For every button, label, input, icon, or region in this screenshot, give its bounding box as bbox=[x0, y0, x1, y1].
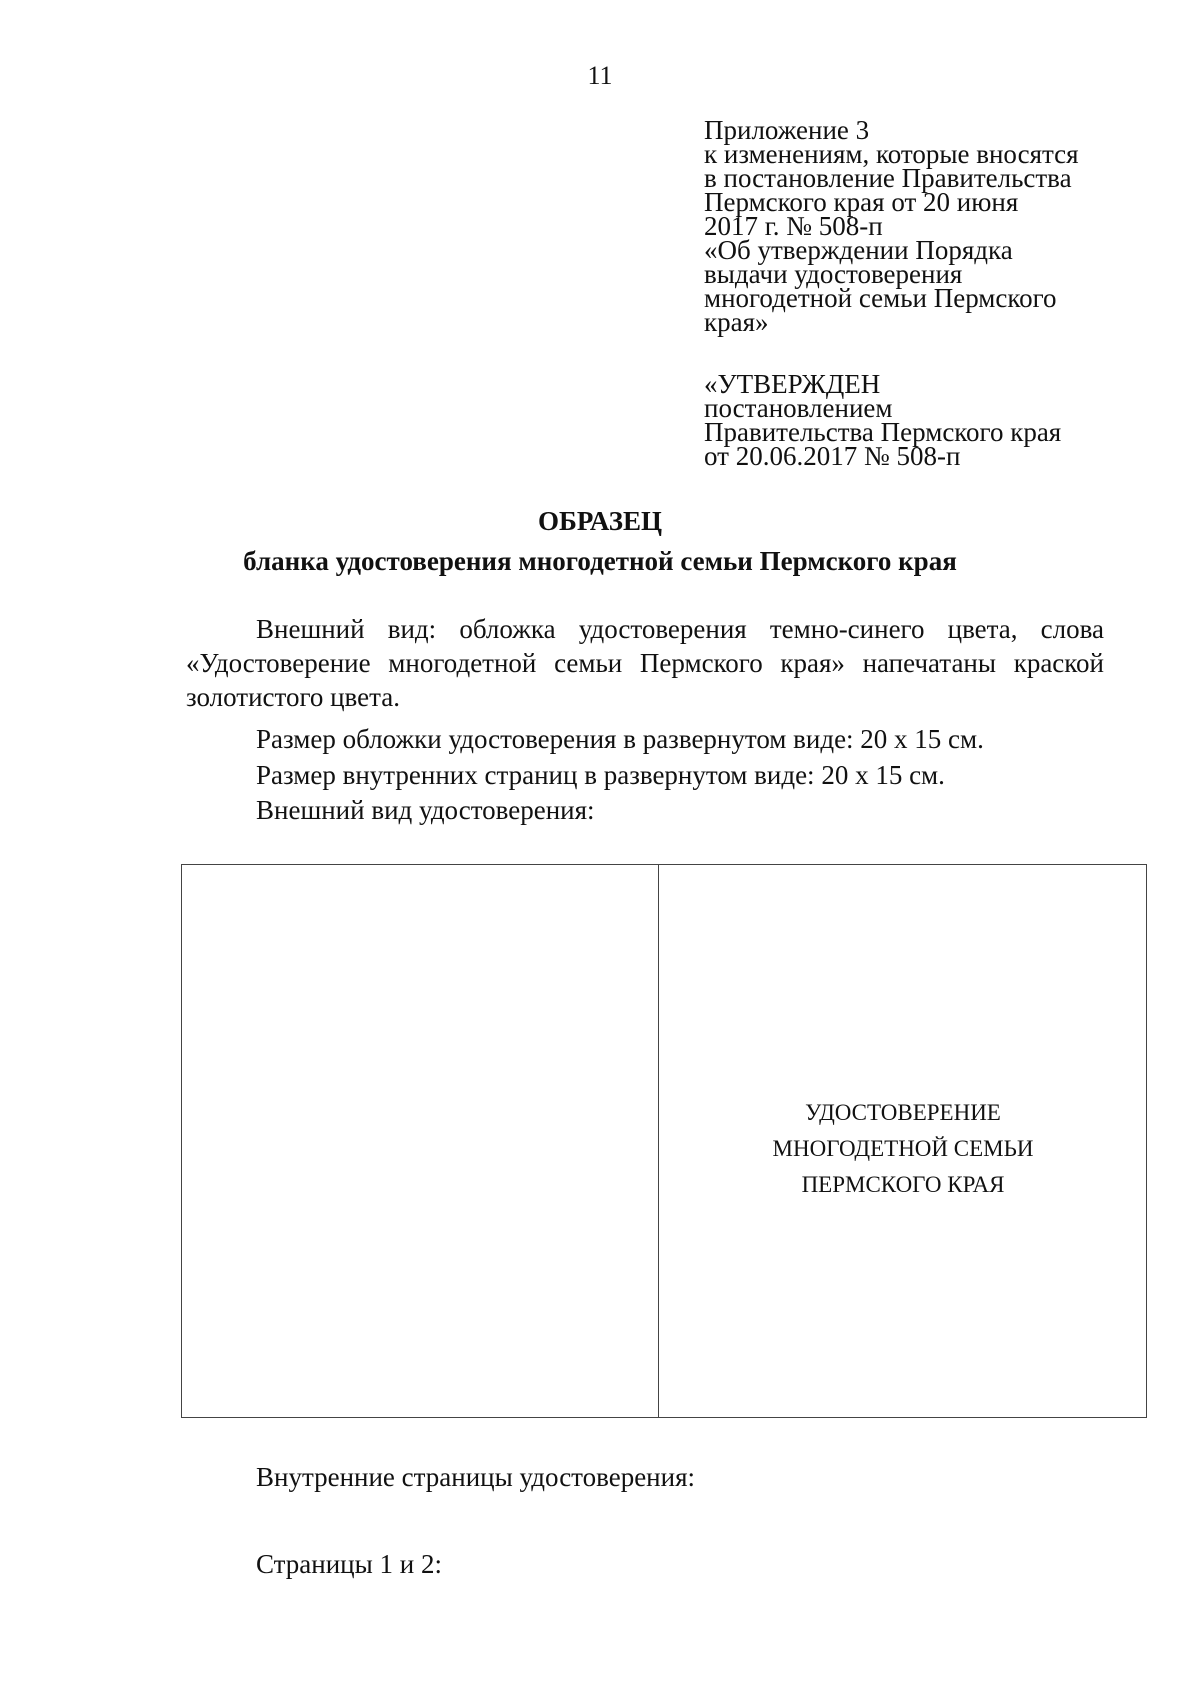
appendix-reference bbox=[704, 115, 1124, 337]
appendix-line: Приложение 3 bbox=[704, 115, 870, 145]
appendix-line: многодетной семьи Пермского bbox=[704, 283, 1057, 313]
paragraph-outer-view: Внешний вид удостоверения: bbox=[256, 795, 595, 825]
approved-line: постановлением bbox=[704, 393, 893, 423]
appendix-line: 2017 г. № 508-п bbox=[704, 211, 883, 241]
paragraph-pages-1-2: Страницы 1 и 2: bbox=[256, 1549, 442, 1579]
paragraph-inner-pages: Внутренние страницы удостоверения: bbox=[256, 1462, 696, 1492]
appendix-line: «Об утверждении Порядка bbox=[704, 235, 1013, 265]
approved-line: от 20.06.2017 № 508-п bbox=[704, 441, 961, 471]
document-title: ОБРАЗЕЦ bbox=[538, 506, 662, 536]
appendix-line: к изменениям, которые вносятся bbox=[704, 139, 1079, 169]
document-subtitle: бланка удостоверения многодетной семьи Пермского края bbox=[243, 546, 957, 576]
cover-title bbox=[660, 1095, 1146, 1203]
cover-title-line: ПЕРМСКОГО КРАЯ bbox=[801, 1172, 1005, 1197]
approved-line: Правительства Пермского края bbox=[704, 417, 1062, 447]
appendix-line: в постановление Правительства bbox=[704, 163, 1072, 193]
page-number: 11 bbox=[587, 61, 613, 90]
cover-title-line: МНОГОДЕТНОЙ СЕМЬИ bbox=[772, 1136, 1034, 1161]
appendix-line: выдачи удостоверения bbox=[704, 259, 963, 289]
cover-back-panel bbox=[182, 865, 658, 1417]
cover-fold-line bbox=[658, 865, 659, 1417]
appendix-line: края» bbox=[704, 307, 769, 337]
paragraph-inner-size: Размер внутренних страниц в развернутом виде: 20 х 15 см. bbox=[256, 760, 945, 790]
cover-front-panel bbox=[660, 865, 1146, 1417]
paragraph-cover-size: Размер обложки удостоверения в развернутом виде: 20 х 15 см. bbox=[256, 724, 984, 754]
paragraph-appearance: Внешний вид: обложка удостоверения темно-синего цвета, слова «Удостоверение многодетной семьи Пермского края» напечатаны краской золотистого цвета. bbox=[186, 614, 1104, 712]
approval-stamp-text bbox=[704, 369, 1144, 471]
approved-line: «УТВЕРЖДЕН bbox=[704, 369, 881, 399]
certificate-cover-sample bbox=[181, 864, 1147, 1418]
cover-title-line: УДОСТОВЕРЕНИЕ bbox=[805, 1100, 1001, 1125]
appendix-line: Пермского края от 20 июня bbox=[704, 187, 1019, 217]
